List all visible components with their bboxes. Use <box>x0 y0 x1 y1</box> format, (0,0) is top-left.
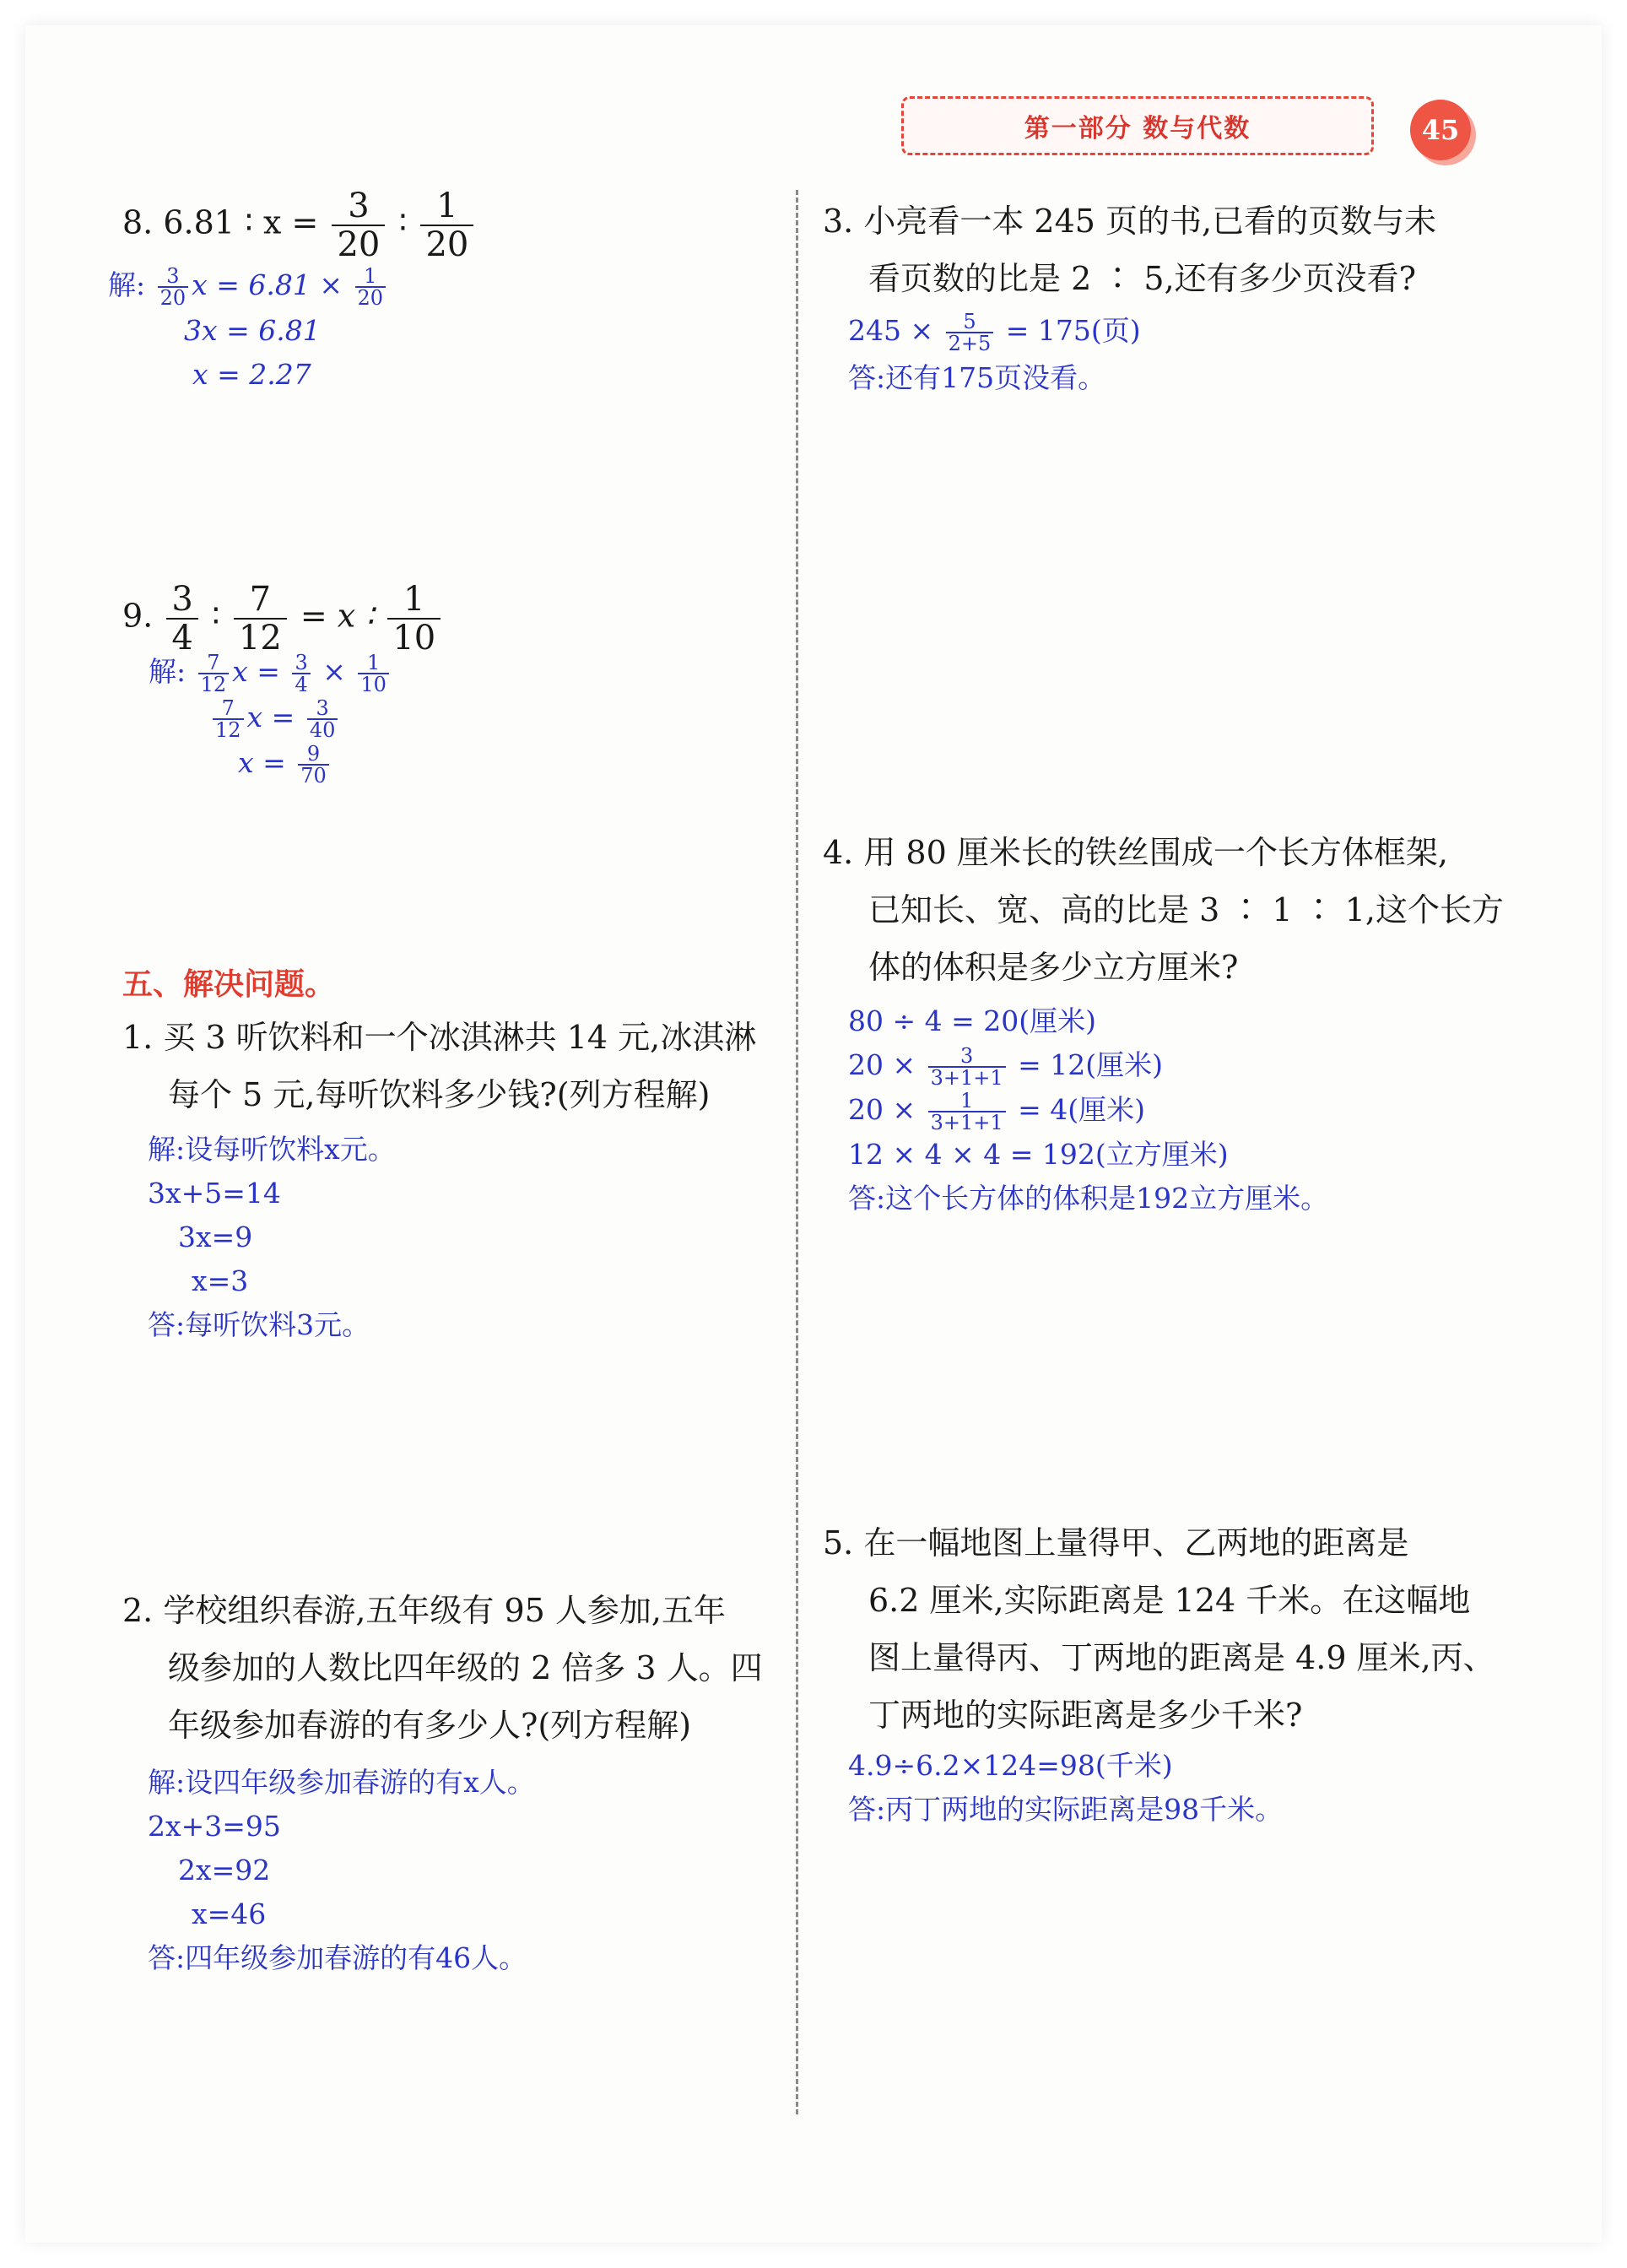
problem-2-answer: 解:设四年级参加春游的有x人。 2x+3=95 2x=92 x=46 答:四年级参加春游的有46人。 <box>148 1766 535 1974</box>
problem-1-text: 1. 买 3 听饮料和一个冰淇淋共 14 元,冰淇淋 每个 5 元,每听饮料多少钱?(列方程解) <box>122 1019 757 1113</box>
problem-5-text: 5. 在一幅地图上量得甲、乙两地的距离是 6.2 厘米,实际距离是 124 千米。在这幅地 图上量得丙、丁两地的距离是 4.9 厘米,丙、 丁两地的实际距离是多少千米? <box>823 1524 1495 1734</box>
q9-fraction-3: $\frac{1}{10}$ <box>387 581 441 657</box>
section-title: 第一部分 数与代数 <box>1024 114 1251 143</box>
section-5-title: 五、解决问题。 <box>122 967 336 1002</box>
page-number: 45 <box>1421 114 1460 146</box>
q9-equation: 9. $\frac{3}{4}$ ∶ $\frac{7}{12}$ = x ∶ $\frac{1}{10}$ <box>122 581 444 657</box>
q8-answer-line-3: x = 2.27 <box>192 358 311 391</box>
q8-answer-line-2: 3x = 6.81 <box>184 314 321 347</box>
problem-2-text: 2. 学校组织春游,五年级有 95 人参加,五年 级参加的人数比四年级的 2 倍多 3 人。四 年级参加春游的有多少人?(列方程解) <box>122 1592 763 1744</box>
q8-equation: 8. 6.81 ∶ x = $\frac{3}{20}$ ∶ $\frac{1}{20}$ <box>122 187 477 263</box>
q8-fraction-2: $\frac{1}{20}$ <box>420 187 473 263</box>
problem-1-answer: 解:设每听饮料x元。 3x+5=14 3x=9 x=3 答:每听饮料3元。 <box>148 1133 396 1341</box>
q9-fraction-1: $\frac{3}{4}$ <box>166 581 197 657</box>
problem-3-answer-line-2: 答:还有175页没看。 <box>848 361 1106 394</box>
problem-3-text: 3. 小亮看一本 245 页的书,已看的页数与未 看页数的比是 2 ∶ 5,还有多少页没看? <box>823 203 1437 297</box>
problem-3-answer-line-1: 245 × $\frac{5}{2+5}$ = 175(页) <box>848 310 1141 355</box>
q9-fraction-2: $\frac{7}{12}$ <box>234 581 287 657</box>
q9-answer-line-3: x = $\frac{9}{70}$ <box>238 741 332 786</box>
page-number-badge <box>1410 100 1471 160</box>
problem-4-text: 4. 用 80 厘米长的铁丝围成一个长方体框架, 已知长、宽、高的比是 3 ∶ 1 ∶ 1,这个长方 体的体积是多少立方厘米? <box>823 834 1505 986</box>
q8-fraction-1: $\frac{3}{20}$ <box>332 187 385 263</box>
q8-answer-line-1: 解: $\frac{3}{20}$ x = 6.81 × $\frac{1}{20}$ <box>108 263 389 308</box>
q9-answer-line-2: $\frac{7}{12}$ x = $\frac{3}{40}$ <box>209 696 341 740</box>
q9-answer-line-1: 解: $\frac{7}{12}$ x = $\frac{3}{4}$ × $\frac{1}{10}$ <box>149 650 392 695</box>
section-header <box>901 96 1374 155</box>
problem-5-answer: 4.9÷6.2×124=98(千米) 答:丙丁两地的实际距离是98千米。 <box>848 1749 1284 1826</box>
column-divider <box>796 190 798 2114</box>
problem-4-answer: 80 ÷ 4 = 20(厘米) 20 × $\frac{3}{3+1+1}$ = 12(厘米) 20 × $\frac{1}{3+1+1}$ = 4(厘米) 12 × 4 × 4 = 192(立方厘米) 答:这个长方体的体积是192立方厘米。 <box>848 1004 1329 1215</box>
